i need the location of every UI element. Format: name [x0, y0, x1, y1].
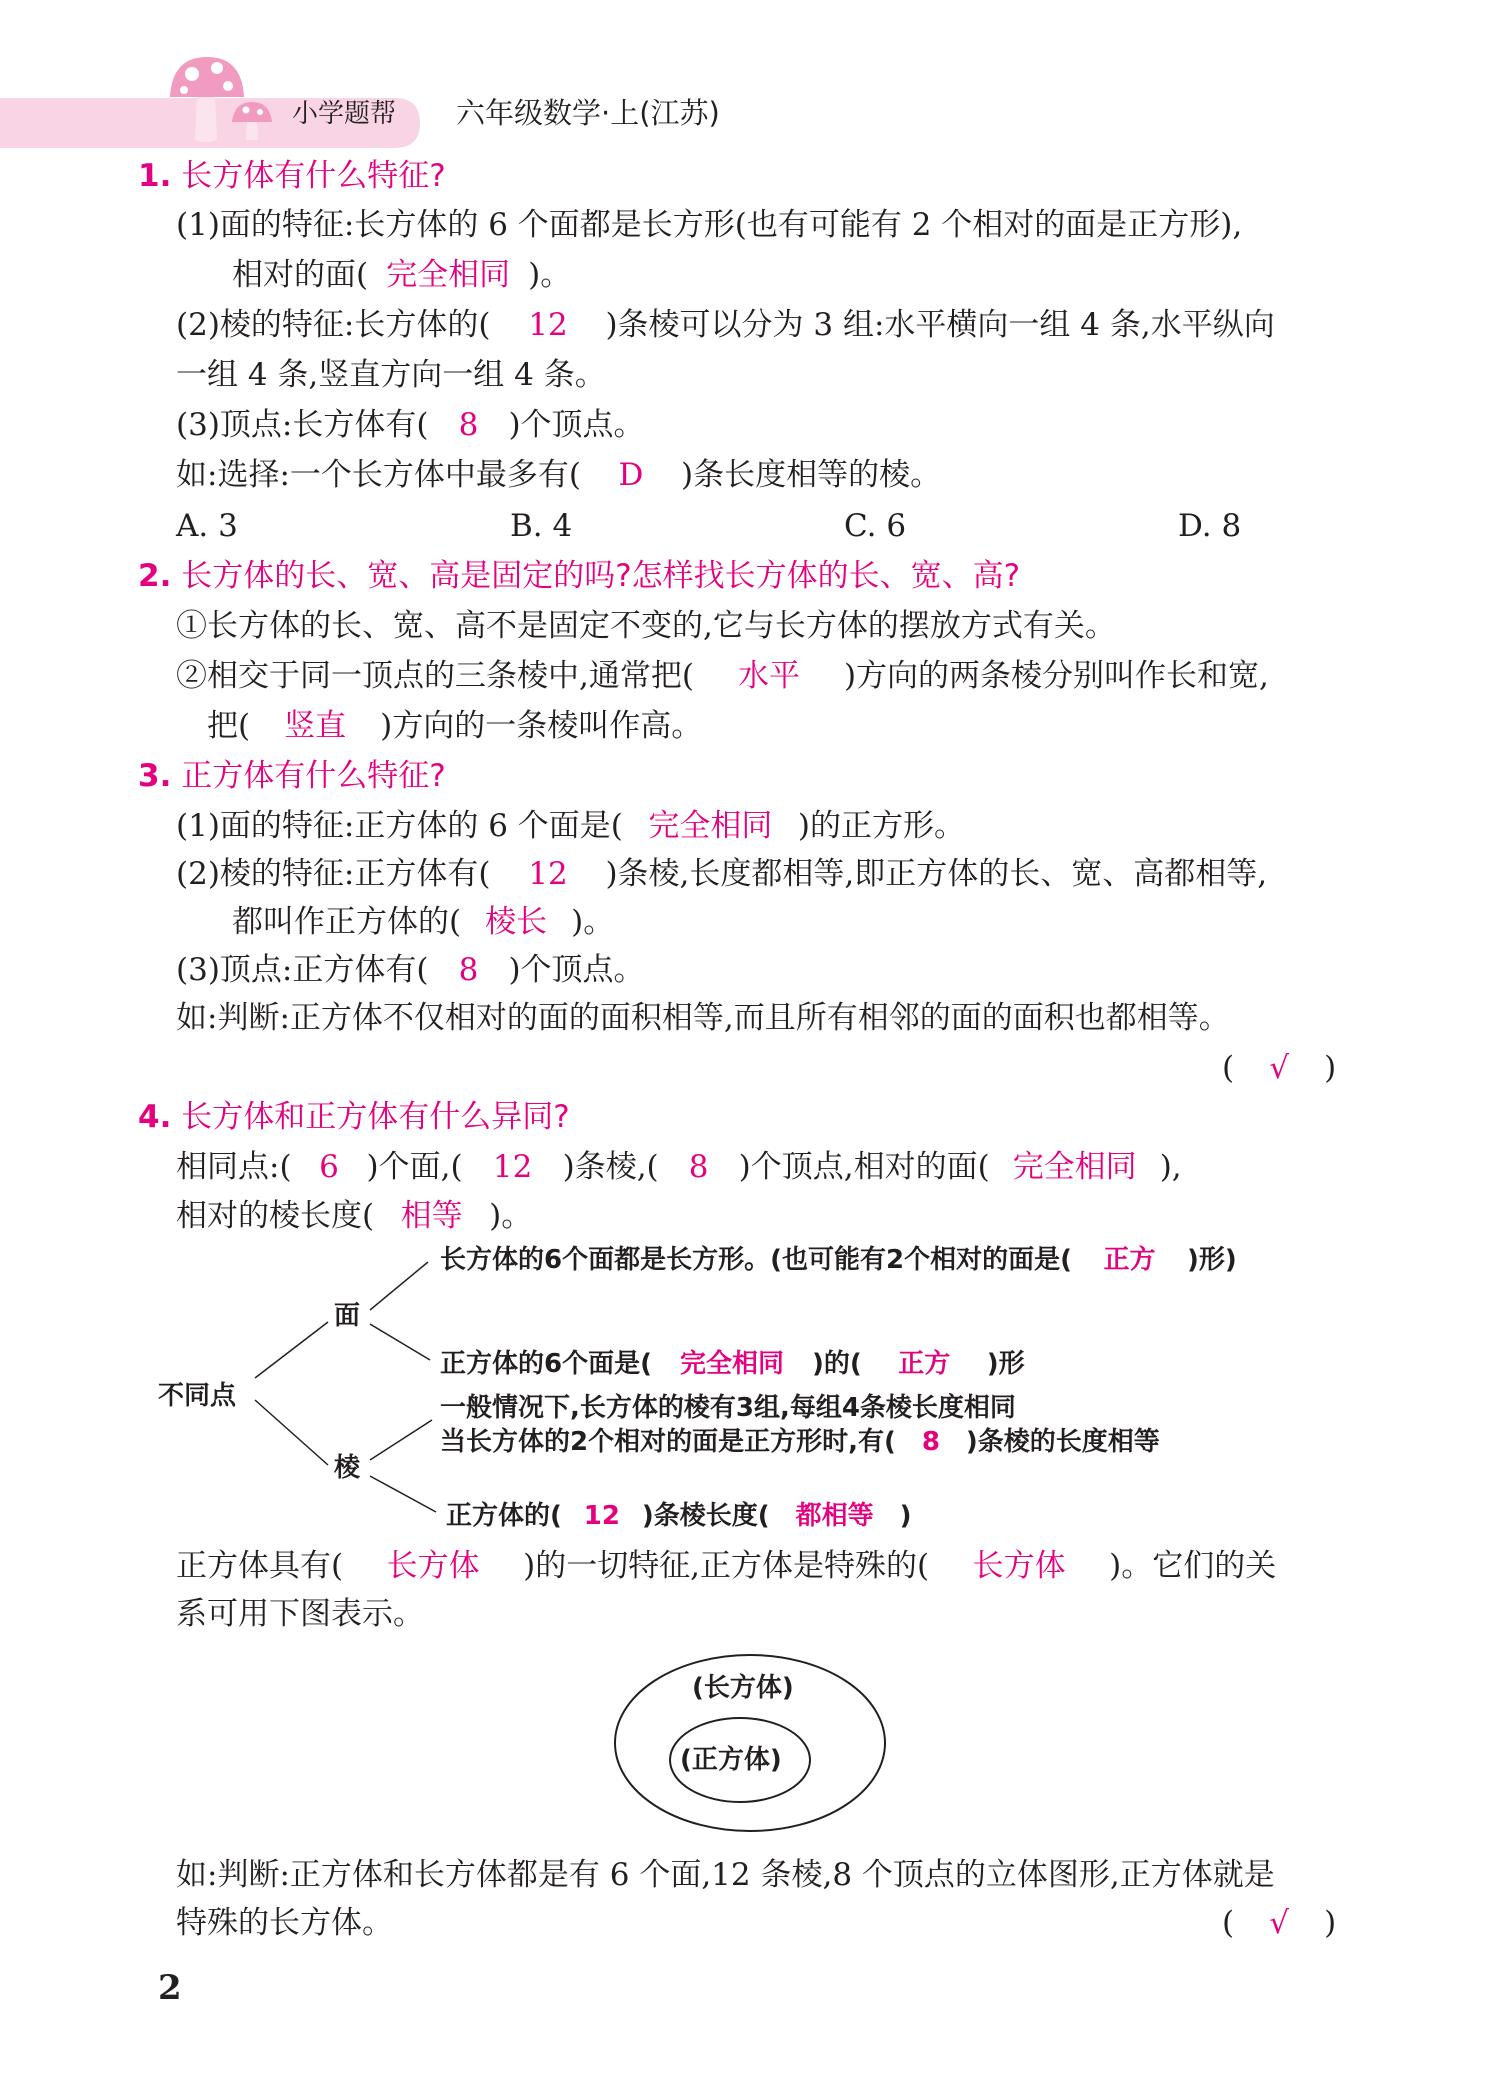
page-number: 2 — [158, 1968, 182, 2008]
diagram-face-node: 面 — [334, 1301, 361, 1331]
answer-blank: 长方体 — [972, 1548, 1066, 1584]
answer-blank: 12 — [583, 1501, 620, 1531]
tree-line-face-2 — [370, 1324, 430, 1360]
q4-line-relation: 正方体具有( 长方体 )的一切特征,正方体是特殊的( 长方体 )。它们的关 — [176, 1548, 1277, 1584]
q4-line-relation-2: 系可用下图表示。 — [176, 1596, 424, 1632]
diagram-face-cube: 正方体的6个面是( 完全相同 )的( 正方 )形 — [440, 1349, 1025, 1379]
answer-blank: 正方 — [1103, 1245, 1156, 1275]
answer-blank: 8 — [458, 952, 479, 988]
diagram-edge-cuboid-1: 一般情况下,长方体的棱有3组,每组4条棱长度相同 — [440, 1393, 1016, 1423]
tree-line-edge-2 — [370, 1476, 436, 1512]
answer-blank: 长方体 — [386, 1548, 480, 1584]
option-b: B. 4 — [510, 508, 573, 544]
tree-line-edge-1 — [370, 1420, 432, 1460]
answer-blank: 相等 — [400, 1198, 463, 1234]
mushroom-icon — [162, 52, 282, 147]
q1-line-edges-2: 一组 4 条,竖直方向一组 4 条。 — [176, 357, 606, 393]
venn-inner-label: (正方体) — [680, 1745, 782, 1775]
answer-blank: 12 — [528, 856, 568, 892]
option-d: D. 8 — [1178, 508, 1242, 544]
q2-line-2: ②相交于同一顶点的三条棱中,通常把( 水平 )方向的两条棱分别叫作长和宽, — [176, 658, 1269, 694]
q2-line-1: ①长方体的长、宽、高不是固定不变的,它与长方体的摆放方式有关。 — [176, 608, 1116, 644]
option-a: A. 3 — [176, 508, 238, 544]
answer-blank: 完全相同 — [1012, 1149, 1137, 1185]
q3-heading: 3. 正方体有什么特征? — [138, 758, 446, 794]
q1-line-vertices: (3)顶点:长方体有( 8 )个顶点。 — [176, 407, 645, 443]
diagram-edge-cuboid-2: 当长方体的2个相对的面是正方形时,有( 8 )条棱的长度相等 — [440, 1427, 1160, 1457]
header-brand: 小学题帮 — [292, 99, 397, 129]
q1-line-opposite: 相对的面( 完全相同 )。 — [232, 257, 572, 293]
tree-line-face-1 — [370, 1262, 428, 1310]
q2-heading: 2. 长方体的长、宽、高是固定的吗?怎样找长方体的长、宽、高? — [138, 558, 1021, 594]
q3-line-edges-2: 都叫作正方体的( 棱长 )。 — [232, 904, 615, 940]
q1-heading: 1. 长方体有什么特征? — [138, 158, 446, 194]
answer-check: √ — [1269, 1050, 1289, 1086]
diagram-root: 不同点 — [158, 1381, 237, 1411]
option-c: C. 6 — [844, 508, 907, 544]
q4-judge: ( √ ) — [1222, 1905, 1337, 1941]
answer-blank: 12 — [492, 1149, 533, 1185]
q3-judge: ( √ ) — [1222, 1050, 1337, 1086]
q4-example: 如:判断:正方体和长方体都是有 6 个面,12 条棱,8 个顶点的立体图形,正方体就是 — [176, 1857, 1275, 1893]
q3-line-vertices: (3)顶点:正方体有( 8 )个顶点。 — [176, 952, 645, 988]
q4-heading: 4. 长方体和正方体有什么异同? — [138, 1099, 570, 1135]
answer-blank: 竖直 — [284, 708, 347, 744]
answer-blank: 都相等 — [795, 1501, 874, 1531]
q1-line-faces: (1)面的特征:长方体的 6 个面都是长方形(也有可能有 2 个相对的面是正方形), — [176, 207, 1243, 243]
q3-example: 如:判断:正方体不仅相对的面的面积相等,而且所有相邻的面的面积也都相等。 — [176, 1000, 1230, 1036]
answer-blank: 8 — [688, 1149, 709, 1185]
answer-blank: 完全相同 — [386, 257, 511, 293]
answer-blank: 完全相同 — [648, 808, 773, 844]
answer-blank: 12 — [528, 307, 568, 343]
answer-blank: 正方 — [898, 1349, 951, 1379]
answer-blank: 8 — [458, 407, 479, 443]
diagram-face-cuboid: 长方体的6个面都是长方形。(也可能有2个相对的面是( 正方 )形) — [440, 1245, 1237, 1275]
tree-line-root-edge — [255, 1400, 328, 1465]
answer-blank: D — [618, 457, 644, 493]
venn-outer-label: (长方体) — [692, 1673, 794, 1703]
answer-blank: 8 — [921, 1427, 940, 1457]
answer-blank: 完全相同 — [679, 1349, 784, 1379]
q1-example: 如:选择:一个长方体中最多有( D )条长度相等的棱。 — [176, 457, 942, 493]
q3-line-edges: (2)棱的特征:正方体有( 12 )条棱,长度都相等,即正方体的长、宽、高都相等, — [176, 856, 1268, 892]
answer-check: √ — [1269, 1905, 1289, 1941]
answer-blank: 水平 — [737, 658, 800, 694]
answer-blank: 6 — [319, 1149, 339, 1185]
header-book-title: 六年级数学·上(江苏) — [456, 96, 720, 130]
q4-line-same-2: 相对的棱长度( 相等 )。 — [176, 1198, 533, 1234]
tree-line-root-face — [255, 1322, 328, 1378]
diagram-edge-cube: 正方体的( 12 )条棱长度( 都相等 ) — [446, 1501, 912, 1531]
q3-line-faces: (1)面的特征:正方体的 6 个面是( 完全相同 )的正方形。 — [176, 808, 965, 844]
answer-blank: 棱长 — [485, 904, 548, 940]
q2-line-3: 把( 竖直 )方向的一条棱叫作高。 — [207, 708, 703, 744]
q4-line-same: 相同点:( 6 )个面,( 12 )条棱,( 8 )个顶点,相对的面( 完全相同 ), — [176, 1149, 1182, 1185]
diagram-edge-node: 棱 — [334, 1453, 361, 1483]
q1-line-edges: (2)棱的特征:长方体的( 12 )条棱可以分为 3 组:水平横向一组 4 条,水平纵向 — [176, 307, 1275, 343]
q4-example-2: 特殊的长方体。 — [176, 1905, 393, 1941]
